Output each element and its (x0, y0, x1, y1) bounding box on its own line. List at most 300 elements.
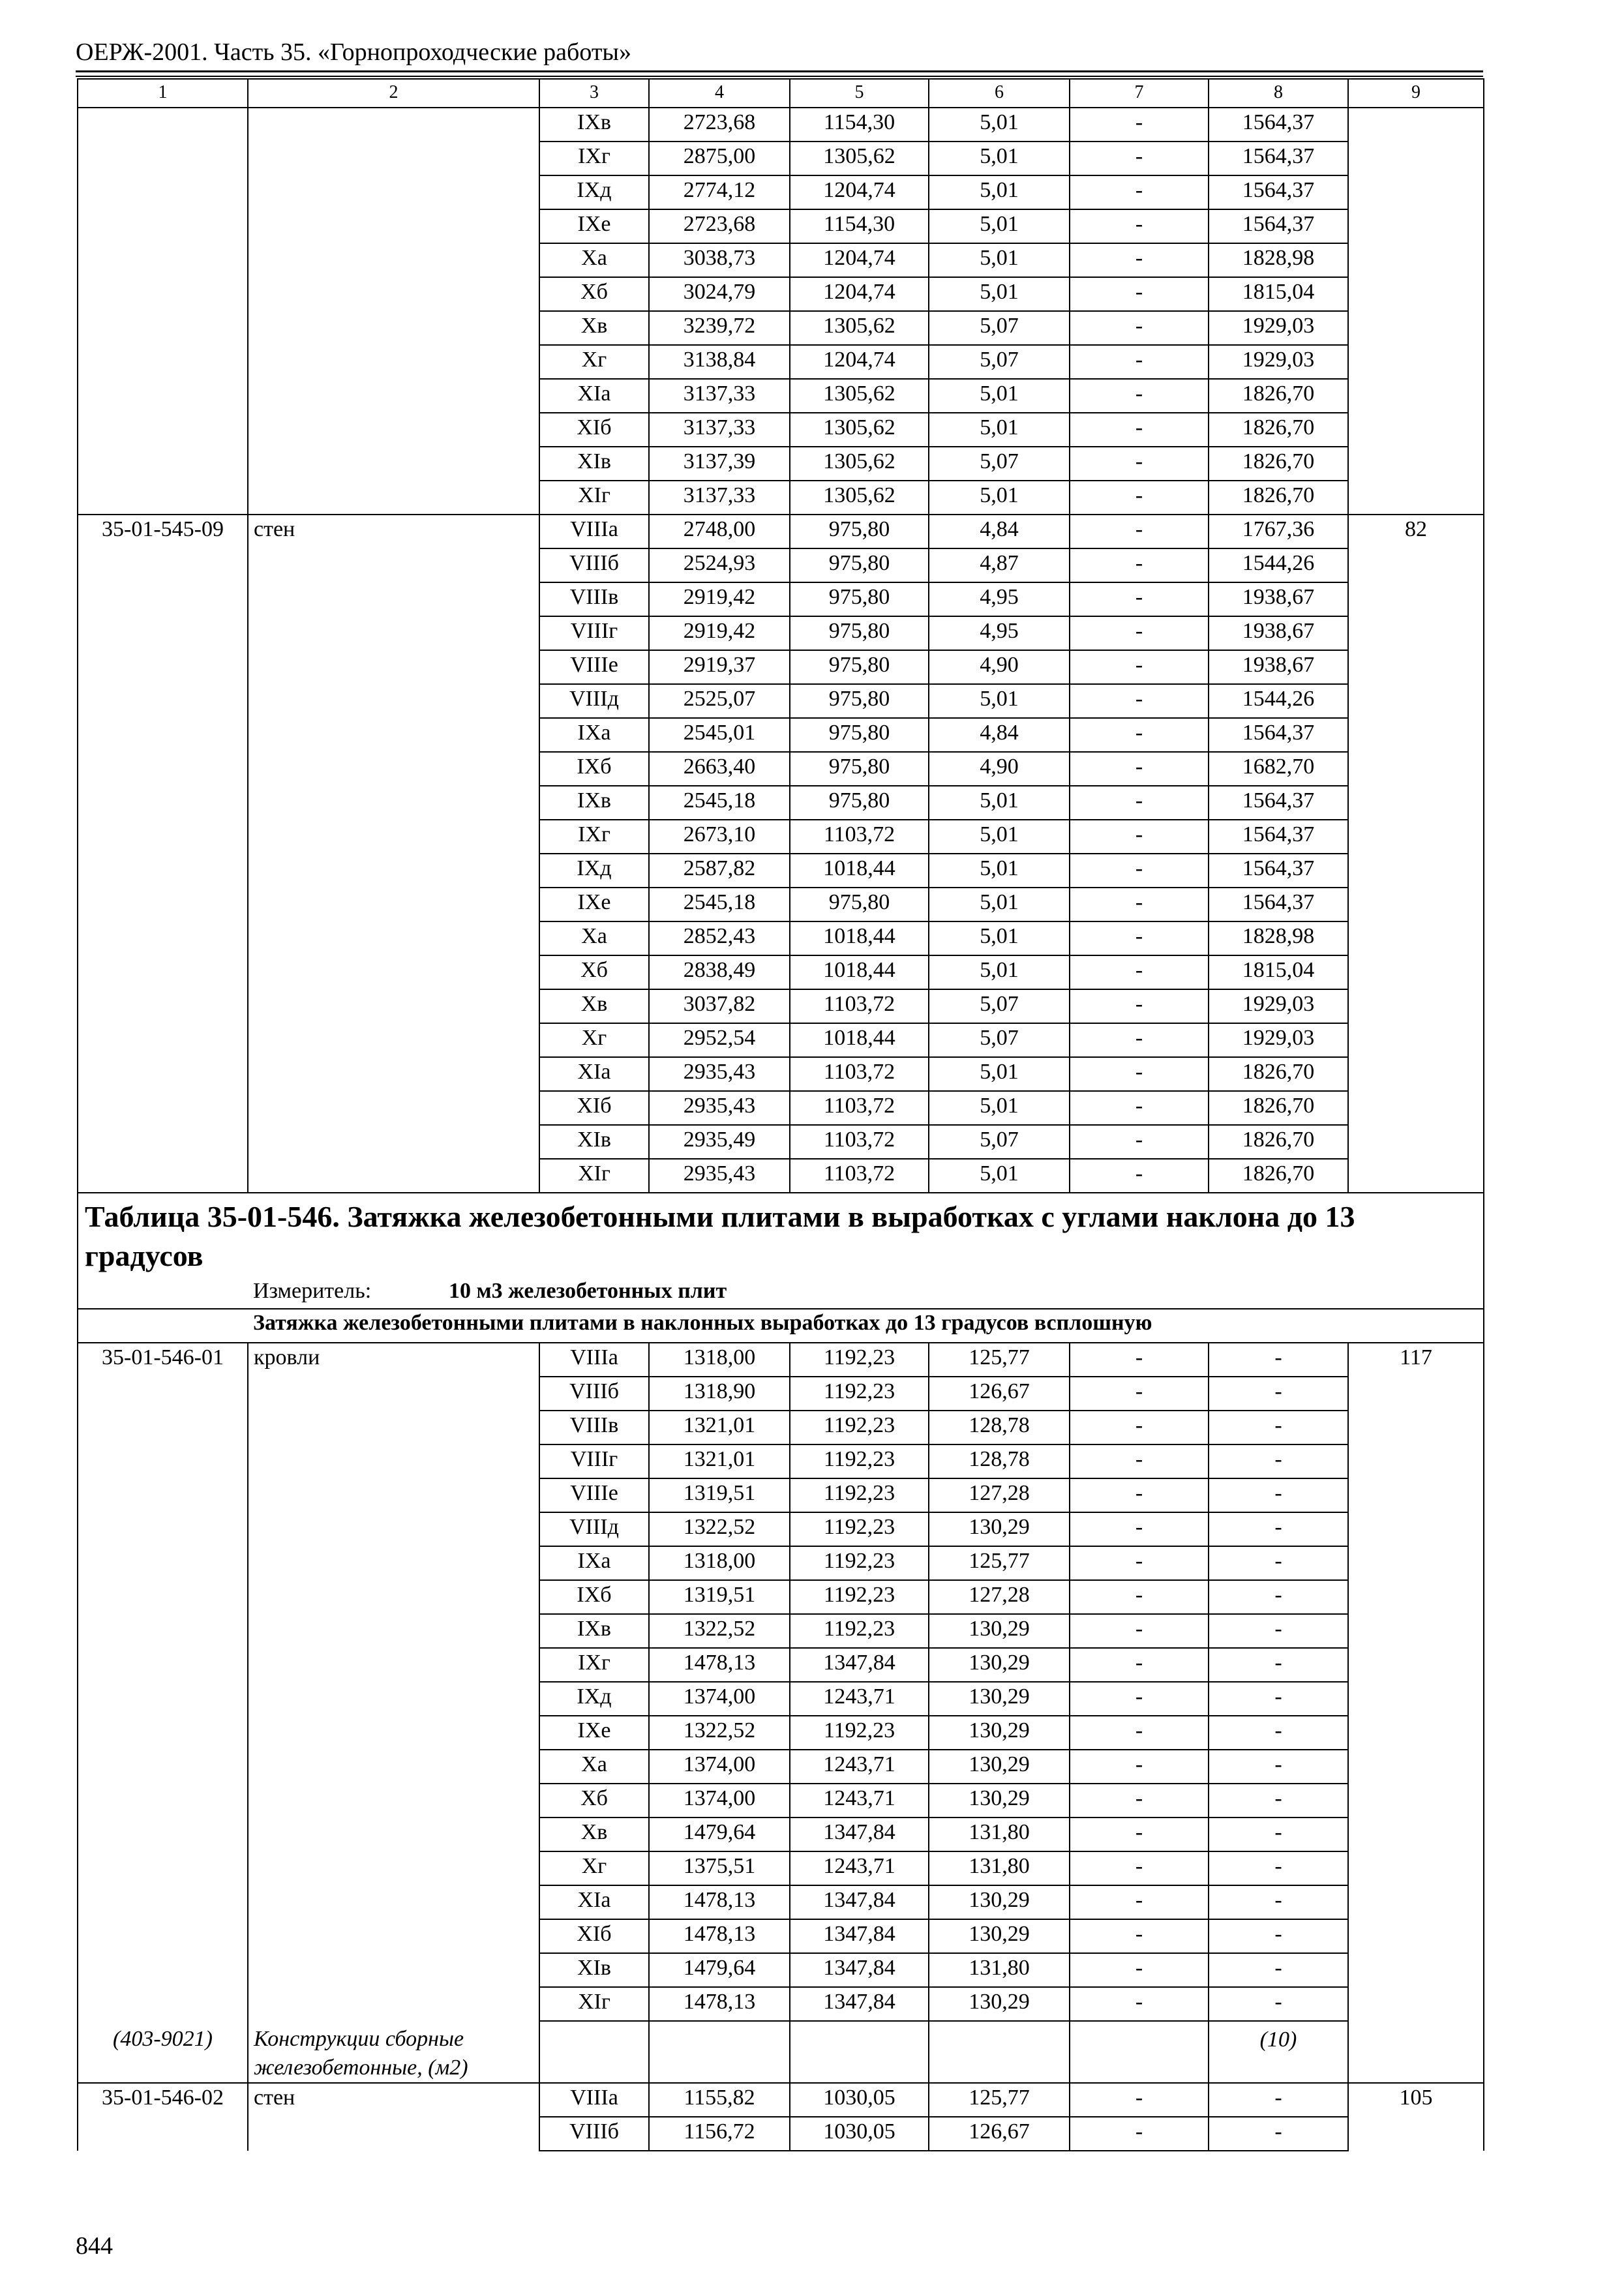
table-cell: 1305,62 (790, 379, 929, 413)
table-cell: - (1070, 582, 1209, 616)
measurer-row (78, 1277, 1484, 1309)
table-cell: 5,01 (929, 955, 1070, 989)
name-cell: стен (248, 2083, 539, 2117)
code-cell-empty (78, 1546, 248, 1580)
table-row (78, 1614, 1484, 1648)
code-cell (78, 243, 248, 277)
col9-cell: 117 (1348, 1343, 1484, 1377)
table-cell: 2852,43 (649, 921, 790, 955)
section-spacer (78, 1309, 248, 1343)
table-cell: XIб (539, 413, 649, 447)
name-cell-empty (248, 616, 539, 650)
code-cell (78, 108, 248, 142)
table-cell: 1243,71 (790, 1682, 929, 1716)
table-row (78, 1159, 1484, 1193)
name-cell-empty (248, 1546, 539, 1580)
table-cell: - (1070, 1125, 1209, 1159)
col9-cell-empty (1348, 1377, 1484, 1411)
table-cell: - (1070, 718, 1209, 752)
code-cell (78, 379, 248, 413)
table-row (78, 515, 1484, 548)
table-cell: 1030,05 (790, 2083, 929, 2117)
table-cell: 130,29 (929, 1885, 1070, 1919)
code-cell-empty (78, 1784, 248, 1818)
col9-cell-empty (1348, 888, 1484, 921)
table-cell: - (1209, 1851, 1348, 1885)
table-cell: 4,90 (929, 752, 1070, 786)
table-row (78, 684, 1484, 718)
table-cell: VIIIб (539, 2117, 649, 2151)
column-number: 3 (539, 79, 649, 108)
col9-cell-empty (1348, 1091, 1484, 1125)
table-cell: 3137,33 (649, 379, 790, 413)
name-cell-empty (248, 1411, 539, 1444)
table-cell: 1018,44 (790, 921, 929, 955)
code-cell-empty (78, 684, 248, 718)
table-cell: 1192,23 (790, 1716, 929, 1750)
table-cell: 975,80 (790, 718, 929, 752)
table-cell: 1305,62 (790, 447, 929, 481)
table-cell: 130,29 (929, 1750, 1070, 1784)
table-cell: - (1070, 820, 1209, 854)
table-cell: IXв (539, 1614, 649, 1648)
table-cell: 1929,03 (1209, 311, 1348, 345)
name-cell-empty (248, 921, 539, 955)
code-cell-empty (78, 1648, 248, 1682)
table-cell: 2673,10 (649, 820, 790, 854)
table-cell: 5,01 (929, 786, 1070, 820)
table-cell: 1192,23 (790, 1614, 929, 1648)
table-cell: 131,80 (929, 1818, 1070, 1851)
table-cell: 1192,23 (790, 1512, 929, 1546)
table-cell: - (1070, 548, 1209, 582)
table-row (78, 1953, 1484, 1987)
table-cell: 4,90 (929, 650, 1070, 684)
col9-cell-empty (1348, 616, 1484, 650)
table-cell: 1347,84 (790, 1818, 929, 1851)
table-row (78, 1478, 1484, 1512)
table-cell: 1156,72 (649, 2117, 790, 2151)
table-cell: 1192,23 (790, 1411, 929, 1444)
table-cell: - (1070, 786, 1209, 820)
table-cell: - (1070, 447, 1209, 481)
table-cell: IXд (539, 1682, 649, 1716)
table-cell: - (1209, 1987, 1348, 2021)
col9-cell-empty (1348, 1818, 1484, 1851)
section-heading: Затяжка железобетонными плитами в наклонных выработках до 13 градусов всплошную (248, 1309, 1484, 1343)
table-cell: IXд (539, 175, 649, 209)
table-cell: 1018,44 (790, 955, 929, 989)
table-cell: 3138,84 (649, 345, 790, 379)
col9-cell-empty (1348, 1987, 1484, 2021)
table-row (78, 1784, 1484, 1818)
table-cell: - (1209, 1919, 1348, 1953)
name-cell-empty (248, 752, 539, 786)
column-number: 2 (248, 79, 539, 108)
table-cell: 2663,40 (649, 752, 790, 786)
table-cell: 1564,37 (1209, 786, 1348, 820)
table-cell: - (1209, 1343, 1348, 1377)
table-cell: 3024,79 (649, 277, 790, 311)
table-cell: 126,67 (929, 2117, 1070, 2151)
name-cell-empty (248, 718, 539, 752)
table-cell: 5,07 (929, 345, 1070, 379)
name-cell (248, 108, 539, 142)
table-cell: - (1209, 1953, 1348, 1987)
table-cell: 5,01 (929, 888, 1070, 921)
table-row (78, 1343, 1484, 1377)
measurer (78, 1277, 1484, 1309)
col9-cell-empty (1348, 1023, 1484, 1057)
col9-cell-empty (1348, 1478, 1484, 1512)
table-cell: - (1070, 1987, 1209, 2021)
code-cell (78, 481, 248, 515)
code-cell-empty (78, 1512, 248, 1546)
table-row (78, 1411, 1484, 1444)
page-number: 844 (76, 2232, 113, 2260)
table-row (78, 311, 1484, 345)
table-cell: 1564,37 (1209, 175, 1348, 209)
col9-cell (1348, 413, 1484, 447)
table-cell: 1826,70 (1209, 1159, 1348, 1193)
name-cell-empty (248, 888, 539, 921)
table-cell: 2723,68 (649, 209, 790, 243)
table-cell: 1938,67 (1209, 582, 1348, 616)
table-cell: 1564,37 (1209, 718, 1348, 752)
table-cell: 4,95 (929, 582, 1070, 616)
table-cell: 1305,62 (790, 481, 929, 515)
table-cell: - (1070, 1159, 1209, 1193)
table-cell: 1321,01 (649, 1444, 790, 1478)
col9-cell (1348, 243, 1484, 277)
table-cell: 131,80 (929, 1851, 1070, 1885)
col9-cell (1348, 345, 1484, 379)
table-cell: 1321,01 (649, 1411, 790, 1444)
code-cell-empty (78, 718, 248, 752)
col9-cell: 82 (1348, 515, 1484, 548)
name-cell-empty (248, 1444, 539, 1478)
column-number: 8 (1209, 79, 1348, 108)
table-row (78, 277, 1484, 311)
table-cell: IXа (539, 718, 649, 752)
name-cell-empty (248, 548, 539, 582)
table-row (78, 752, 1484, 786)
header-rule (76, 70, 1483, 72)
col9-cell-empty (1348, 1784, 1484, 1818)
table-cell: 5,01 (929, 1057, 1070, 1091)
col9-cell-empty (1348, 921, 1484, 955)
running-header: ОЕРЖ-2001. Часть 35. «Горнопроходческие работы» (76, 38, 631, 66)
table-row (78, 786, 1484, 820)
name-cell-empty (248, 1648, 539, 1682)
name-cell-empty (248, 684, 539, 718)
table-cell: 5,07 (929, 1125, 1070, 1159)
table-cell: - (1070, 1411, 1209, 1444)
col9-cell-empty (1348, 1885, 1484, 1919)
table-cell: - (1070, 752, 1209, 786)
code-cell: 35-01-546-01 (78, 1343, 248, 1377)
table-cell: 130,29 (929, 1919, 1070, 1953)
name-cell (248, 209, 539, 243)
table-cell: Xг (539, 1851, 649, 1885)
table-row (78, 1057, 1484, 1091)
table-cell: 130,29 (929, 1716, 1070, 1750)
table-title-row (78, 1193, 1484, 1277)
code-cell-empty (78, 1159, 248, 1193)
table-cell: 5,01 (929, 209, 1070, 243)
table-cell: 126,67 (929, 1377, 1070, 1411)
table-cell: Xа (539, 1750, 649, 1784)
table-cell: 1564,37 (1209, 820, 1348, 854)
table-cell: 1322,52 (649, 1512, 790, 1546)
col9-cell-empty (1348, 1919, 1484, 1953)
table-cell: - (1209, 1411, 1348, 1444)
name-cell-empty (248, 1784, 539, 1818)
table-cell: 1374,00 (649, 1784, 790, 1818)
table-cell: IXв (539, 108, 649, 142)
table-cell: - (1070, 1851, 1209, 1885)
table-cell: 1243,71 (790, 1851, 929, 1885)
header-rule (76, 76, 1483, 77)
table-cell: 2919,42 (649, 582, 790, 616)
table-cell: 1154,30 (790, 108, 929, 142)
table-cell: - (1070, 413, 1209, 447)
table-cell: 5,01 (929, 684, 1070, 718)
name-cell-empty (248, 1377, 539, 1411)
table-cell: 1479,64 (649, 1953, 790, 1987)
table-cell: 1192,23 (790, 1444, 929, 1478)
table-cell: XIг (539, 481, 649, 515)
table-cell: - (1070, 345, 1209, 379)
table-cell: 1103,72 (790, 1125, 929, 1159)
table-cell: 1938,67 (1209, 650, 1348, 684)
table-row (78, 1512, 1484, 1546)
table-cell: Xа (539, 921, 649, 955)
table-cell: Xг (539, 1023, 649, 1057)
table-cell: 1103,72 (790, 820, 929, 854)
code-cell-empty (78, 921, 248, 955)
table-cell: - (1070, 684, 1209, 718)
col9-cell-empty (1348, 752, 1484, 786)
column-numbers-row (78, 79, 1484, 108)
table-row (78, 1716, 1484, 1750)
table-cell: - (1209, 2083, 1348, 2117)
table-cell: 5,01 (929, 243, 1070, 277)
column-number: 9 (1348, 79, 1484, 108)
table-row (78, 447, 1484, 481)
table-cell: IXг (539, 142, 649, 175)
name-cell (248, 311, 539, 345)
name-cell-empty (248, 1580, 539, 1614)
table-cell: VIIIд (539, 1512, 649, 1546)
table-cell: - (1070, 1784, 1209, 1818)
table-cell: 2838,49 (649, 955, 790, 989)
table-cell: - (1070, 175, 1209, 209)
table-cell: 4,95 (929, 616, 1070, 650)
table-cell: 1767,36 (1209, 515, 1348, 548)
table-cell: XIв (539, 447, 649, 481)
table-cell: 1544,26 (1209, 548, 1348, 582)
table-cell: VIIIд (539, 684, 649, 718)
col9-cell: 105 (1348, 2083, 1484, 2117)
table-cell: - (1070, 108, 1209, 142)
table-row (78, 1750, 1484, 1784)
table-cell: 1478,13 (649, 1648, 790, 1682)
col9-cell-empty (1348, 2117, 1484, 2151)
table-cell: IXб (539, 1580, 649, 1614)
table-cell: - (1209, 1546, 1348, 1580)
table-cell: Xв (539, 989, 649, 1023)
table-cell: 1828,98 (1209, 921, 1348, 955)
code-cell-empty (78, 1125, 248, 1159)
table-cell: 5,07 (929, 1023, 1070, 1057)
table-cell: 2748,00 (649, 515, 790, 548)
table-cell: 1154,30 (790, 209, 929, 243)
table-cell: 2952,54 (649, 1023, 790, 1057)
table-cell: 1347,84 (790, 1953, 929, 1987)
table-cell: 130,29 (929, 1614, 1070, 1648)
table-cell: IXг (539, 820, 649, 854)
code-cell-empty (78, 1411, 248, 1444)
col9-cell-empty (1348, 1159, 1484, 1193)
code-cell (78, 447, 248, 481)
table-cell: - (1070, 1648, 1209, 1682)
table-cell: 975,80 (790, 548, 929, 582)
col9-cell-empty (1348, 1851, 1484, 1885)
table-cell: - (1070, 1478, 1209, 1512)
table-cell: - (1070, 888, 1209, 921)
table-cell: - (1070, 1614, 1209, 1648)
table-row (78, 142, 1484, 175)
code-cell-empty (78, 650, 248, 684)
table-cell: 1478,13 (649, 1885, 790, 1919)
table-cell: 975,80 (790, 515, 929, 548)
table-cell: - (1070, 1512, 1209, 1546)
table-row (78, 379, 1484, 413)
code-cell-empty (78, 1580, 248, 1614)
table-row (78, 1580, 1484, 1614)
table-cell: - (1209, 2117, 1348, 2151)
table-cell: 3137,39 (649, 447, 790, 481)
table-row (78, 2083, 1484, 2117)
col9-cell-empty (1348, 1580, 1484, 1614)
name-cell-empty (248, 1057, 539, 1091)
column-number: 5 (790, 79, 929, 108)
table-cell: - (1209, 1716, 1348, 1750)
table-cell: 4,84 (929, 515, 1070, 548)
table-cell: 1347,84 (790, 1987, 929, 2021)
name-cell-empty (248, 1818, 539, 1851)
name-cell-empty (248, 1851, 539, 1885)
name-cell-empty (248, 786, 539, 820)
table-cell: 3038,73 (649, 243, 790, 277)
table-cell: 1826,70 (1209, 1091, 1348, 1125)
col9-cell-empty (1348, 718, 1484, 752)
table-cell: - (1070, 277, 1209, 311)
name-cell-empty (248, 1919, 539, 1953)
table-cell: IXд (539, 854, 649, 888)
table-cell: VIIIа (539, 2083, 649, 2117)
table-row (78, 1818, 1484, 1851)
table-cell: - (1070, 989, 1209, 1023)
col9-cell-empty (1348, 684, 1484, 718)
name-cell (248, 413, 539, 447)
table-cell: 3239,72 (649, 311, 790, 345)
name-cell-empty (248, 650, 539, 684)
code-cell-empty (78, 1023, 248, 1057)
table-cell: 5,07 (929, 447, 1070, 481)
table-row (78, 989, 1484, 1023)
table-row (78, 2117, 1484, 2151)
col9-cell (1348, 277, 1484, 311)
measurer-value: 10 м3 железобетонных плит (449, 1279, 727, 1303)
name-cell-empty (248, 1885, 539, 1919)
col9-cell-empty (1348, 1125, 1484, 1159)
name-cell-empty (248, 1987, 539, 2021)
table-cell: - (1070, 1091, 1209, 1125)
table-cell: XIа (539, 1885, 649, 1919)
table-cell: - (1070, 1682, 1209, 1716)
table-cell: 2587,82 (649, 854, 790, 888)
table-cell: IXе (539, 888, 649, 921)
table-cell: 1564,37 (1209, 108, 1348, 142)
table-cell: - (1070, 2117, 1209, 2151)
table-cell: VIIIг (539, 616, 649, 650)
col9-cell-empty (1348, 955, 1484, 989)
name-cell-empty (248, 955, 539, 989)
col9-cell-empty (1348, 786, 1484, 820)
table-cell: 1564,37 (1209, 888, 1348, 921)
table-cell: 125,77 (929, 1546, 1070, 1580)
table-cell: 131,80 (929, 1953, 1070, 1987)
table-cell: VIIIв (539, 582, 649, 616)
name-cell (248, 277, 539, 311)
code-cell: 35-01-546-02 (78, 2083, 248, 2117)
resource-note-row (78, 2021, 1484, 2083)
col9-cell (1348, 142, 1484, 175)
table-cell: 1018,44 (790, 1023, 929, 1057)
table-cell: - (1070, 481, 1209, 515)
col9-cell (1348, 481, 1484, 515)
table-cell: 4,87 (929, 548, 1070, 582)
table-cell: 2935,43 (649, 1159, 790, 1193)
table-cell: 1682,70 (1209, 752, 1348, 786)
table-row (78, 1682, 1484, 1716)
col9-cell-empty (1348, 1057, 1484, 1091)
table-row (78, 1885, 1484, 1919)
table-cell: - (1070, 616, 1209, 650)
name-cell (248, 447, 539, 481)
code-cell-empty (78, 786, 248, 820)
code-cell-empty (78, 1614, 248, 1648)
table-cell: - (1209, 1377, 1348, 1411)
table-cell: 128,78 (929, 1411, 1070, 1444)
table-row (78, 345, 1484, 379)
table-cell: - (1070, 921, 1209, 955)
name-cell (248, 481, 539, 515)
name-cell-empty (248, 989, 539, 1023)
table-cell: 2919,37 (649, 650, 790, 684)
table-cell: 975,80 (790, 888, 929, 921)
table-cell: 1318,00 (649, 1546, 790, 1580)
table-cell: 130,29 (929, 1682, 1070, 1716)
table-cell: 975,80 (790, 752, 929, 786)
table-row (78, 1444, 1484, 1478)
col9-cell (1348, 108, 1484, 142)
table-cell: XIб (539, 1091, 649, 1125)
table-cell: 1564,37 (1209, 142, 1348, 175)
table-cell: 1826,70 (1209, 481, 1348, 515)
